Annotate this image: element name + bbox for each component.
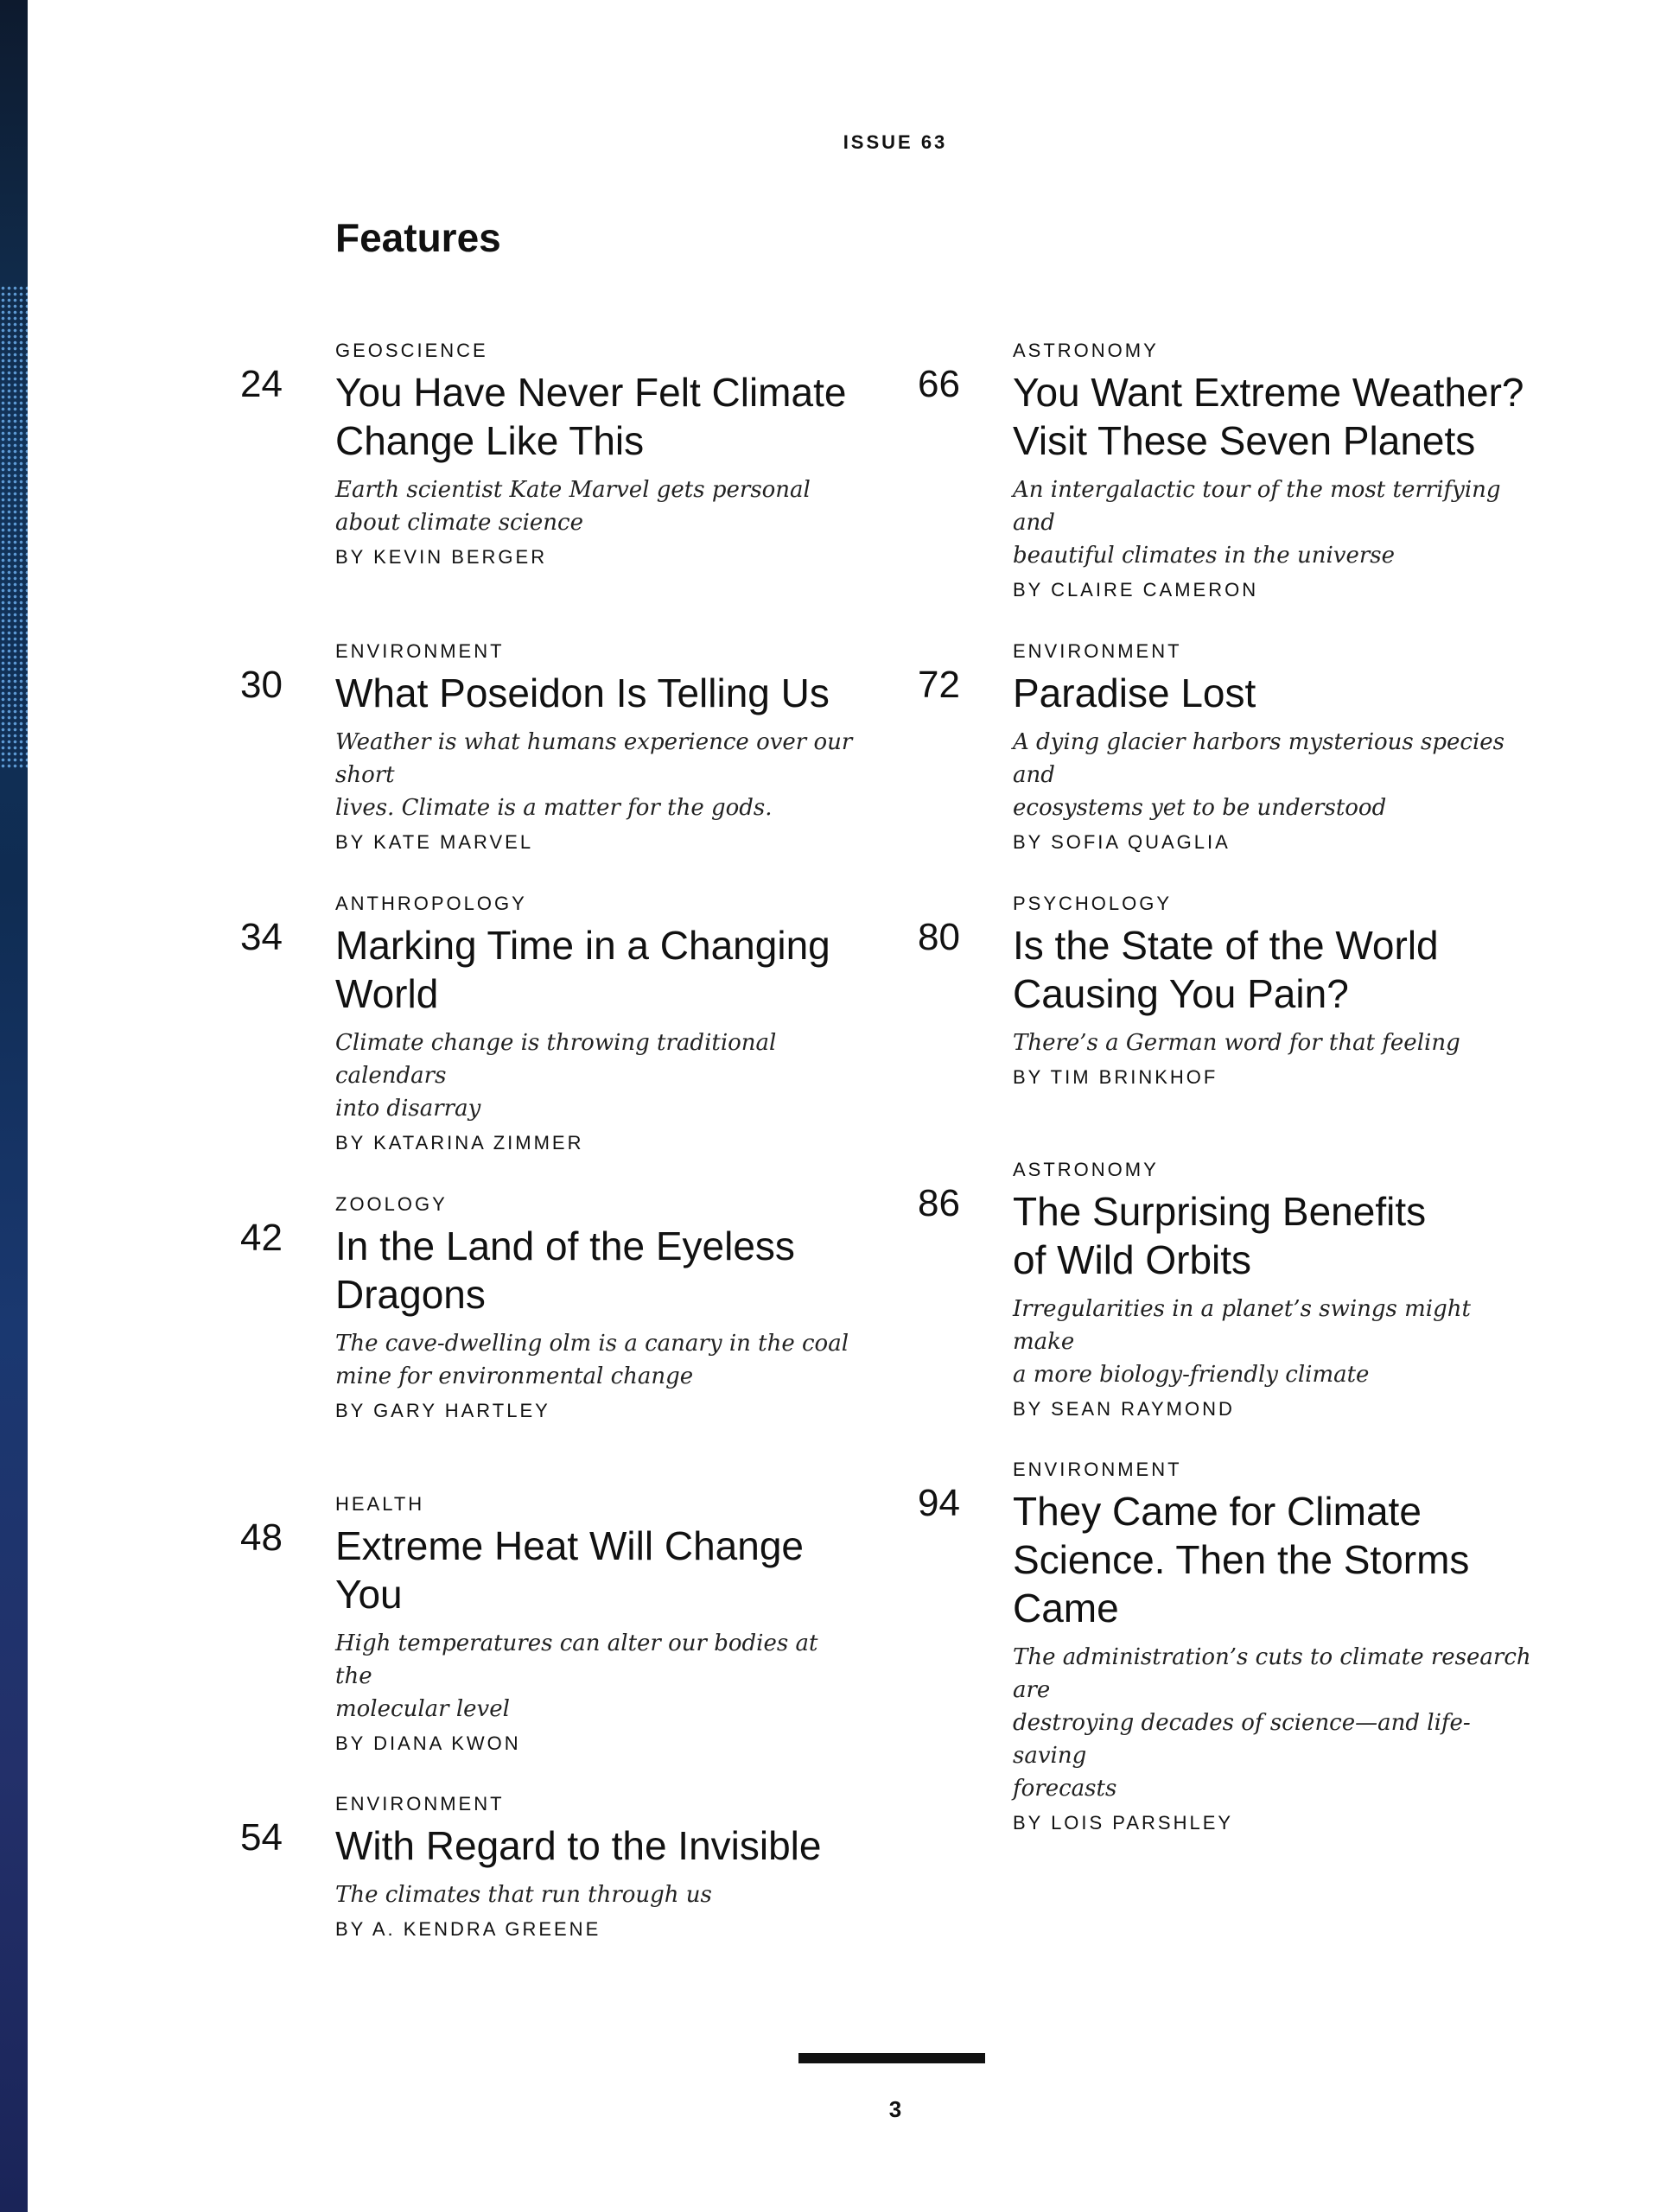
category-label: ANTHROPOLOGY <box>335 893 527 914</box>
article-title-line: What Poseidon Is Telling Us <box>335 671 830 715</box>
toc-entry[interactable] <box>918 1458 1566 1838</box>
article-title-line: The Surprising Benefits <box>1013 1189 1427 1234</box>
decorative-side-strip <box>0 0 28 2212</box>
toc-entry[interactable] <box>240 1192 888 1426</box>
article-description <box>1013 474 1531 572</box>
article-description-line: mine for environmental change <box>335 1363 694 1389</box>
article-title[interactable] <box>1013 669 1566 717</box>
toc-entry[interactable] <box>918 639 1566 857</box>
article-description <box>335 1627 854 1726</box>
article-title-line: World <box>335 971 439 1016</box>
page-number: 72 <box>918 664 960 706</box>
toc-entry[interactable] <box>918 892 1566 1092</box>
article-byline: BY GARY HARTLEY <box>335 1400 550 1421</box>
article-title-line: Marking Time in a Changing <box>335 923 830 968</box>
article-description-line: about climate science <box>335 510 584 536</box>
article-title[interactable] <box>335 669 888 717</box>
article-title[interactable] <box>1013 1187 1566 1284</box>
article-description-line: A dying glacier harbors mysterious species and <box>1013 729 1505 788</box>
article-byline: BY KATARINA ZIMMER <box>335 1132 584 1154</box>
page-number: 86 <box>918 1182 960 1224</box>
category-label: ENVIRONMENT <box>1013 1459 1182 1480</box>
article-byline: BY SOFIA QUAGLIA <box>1013 831 1231 853</box>
article-description-line: An intergalactic tour of the most terrifying and <box>1013 477 1501 536</box>
article-byline: BY DIANA KWON <box>335 1732 521 1754</box>
article-title-line: of Wild Orbits <box>1013 1237 1252 1282</box>
article-byline: BY A. KENDRA GREENE <box>335 1918 601 1940</box>
article-byline: BY LOIS PARSHLEY <box>1013 1812 1234 1834</box>
page-number: 48 <box>240 1516 283 1559</box>
article-title-line: With Regard to the Invisible <box>335 1823 822 1868</box>
toc-entry[interactable] <box>240 1792 888 1944</box>
article-description-line: beautiful climates in the universe <box>1013 543 1395 569</box>
article-description <box>1013 726 1531 824</box>
article-description <box>335 1327 854 1393</box>
article-title[interactable] <box>1013 368 1566 465</box>
toc-entry[interactable] <box>240 892 888 1158</box>
article-description-line: High temperatures can alter our bodies at the <box>335 1630 818 1689</box>
article-title-line: Paradise Lost <box>1013 671 1256 715</box>
article-description <box>335 1027 854 1125</box>
article-title[interactable] <box>335 921 888 1018</box>
article-description <box>335 1878 854 1911</box>
article-title[interactable] <box>335 1222 888 1319</box>
page-number: 94 <box>918 1482 960 1524</box>
category-label: ASTRONOMY <box>1013 340 1159 361</box>
toc-entry[interactable] <box>240 639 888 857</box>
category-label: GEOSCIENCE <box>335 340 488 361</box>
article-title-line: Is the State of the World <box>1013 923 1439 968</box>
page-number: 34 <box>240 916 283 958</box>
category-label: ASTRONOMY <box>1013 1159 1159 1180</box>
article-title-line: Dragons <box>335 1272 486 1317</box>
article-description-line: lives. Climate is a matter for the gods. <box>335 795 773 821</box>
category-label: ENVIRONMENT <box>335 640 505 662</box>
article-description <box>335 726 854 824</box>
article-description-line: Irregularities in a planet’s swings might make <box>1013 1296 1471 1355</box>
article-description <box>1013 1027 1531 1059</box>
article-description-line: Weather is what humans experience over our short <box>335 729 853 788</box>
page-number: 42 <box>240 1217 283 1259</box>
toc-entry[interactable] <box>918 339 1566 605</box>
category-label: ENVIRONMENT <box>1013 640 1182 662</box>
article-description-line: The administration’s cuts to climate research are <box>1013 1644 1531 1703</box>
article-description-line: forecasts <box>1013 1776 1117 1802</box>
article-description <box>335 474 854 539</box>
article-byline: BY TIM BRINKHOF <box>1013 1066 1218 1088</box>
article-title[interactable] <box>1013 921 1566 1018</box>
article-description-line: Climate change is throwing traditional calendars <box>335 1030 777 1089</box>
section-title: Features <box>335 215 501 260</box>
category-label: PSYCHOLOGY <box>1013 893 1173 914</box>
article-description-line: There’s a German word for that feeling <box>1013 1030 1460 1056</box>
page-folio: 3 <box>888 2096 902 2122</box>
article-title[interactable] <box>1013 1487 1566 1632</box>
page-number: 30 <box>240 664 283 706</box>
footer-rule <box>798 2053 985 2063</box>
article-title-line: You <box>335 1572 403 1617</box>
article-description-line: ecosystems yet to be understood <box>1013 795 1387 821</box>
article-title-line: Extreme Heat Will Change <box>335 1523 804 1568</box>
article-title-line: Change Like This <box>335 418 645 463</box>
article-title[interactable] <box>335 368 888 465</box>
article-description-line: Earth scientist Kate Marvel gets personal <box>335 477 811 503</box>
page-number: 66 <box>918 363 960 405</box>
issue-label: ISSUE 63 <box>843 131 948 153</box>
article-byline: BY SEAN RAYMOND <box>1013 1398 1235 1420</box>
article-description-line: The cave-dwelling olm is a canary in the coal <box>335 1331 849 1357</box>
article-description <box>1013 1641 1531 1805</box>
article-description <box>1013 1293 1531 1391</box>
article-description-line: molecular level <box>335 1696 510 1722</box>
article-description-line: a more biology-friendly climate <box>1013 1362 1370 1388</box>
toc-entry[interactable] <box>918 1158 1566 1424</box>
article-title-line: In the Land of the Eyeless <box>335 1224 795 1268</box>
article-title[interactable] <box>335 1522 888 1618</box>
toc-entry[interactable] <box>240 339 888 572</box>
article-title[interactable] <box>335 1821 888 1870</box>
category-label: ENVIRONMENT <box>335 1793 505 1815</box>
page-number: 24 <box>240 363 283 405</box>
article-description-line: into disarray <box>335 1096 481 1122</box>
category-label: HEALTH <box>335 1493 425 1515</box>
article-title-line: Visit These Seven Planets <box>1013 418 1476 463</box>
page-number: 80 <box>918 916 960 958</box>
article-byline: BY CLAIRE CAMERON <box>1013 579 1259 601</box>
category-label: ZOOLOGY <box>335 1193 448 1215</box>
article-description-line: The climates that run through us <box>335 1882 712 1908</box>
page-number: 54 <box>240 1816 283 1859</box>
article-description-line: destroying decades of science—and life-saving <box>1013 1710 1471 1769</box>
article-title-line: Came <box>1013 1586 1119 1630</box>
article-title-line: They Came for Climate <box>1013 1489 1422 1534</box>
article-title-line: Science. Then the Storms <box>1013 1537 1470 1582</box>
article-byline: BY KEVIN BERGER <box>335 546 548 568</box>
article-title-line: You Want Extreme Weather? <box>1013 370 1524 415</box>
toc-entry[interactable] <box>240 1492 888 1758</box>
article-title-line: You Have Never Felt Climate <box>335 370 847 415</box>
article-title-line: Causing You Pain? <box>1013 971 1349 1016</box>
article-byline: BY KATE MARVEL <box>335 831 534 853</box>
